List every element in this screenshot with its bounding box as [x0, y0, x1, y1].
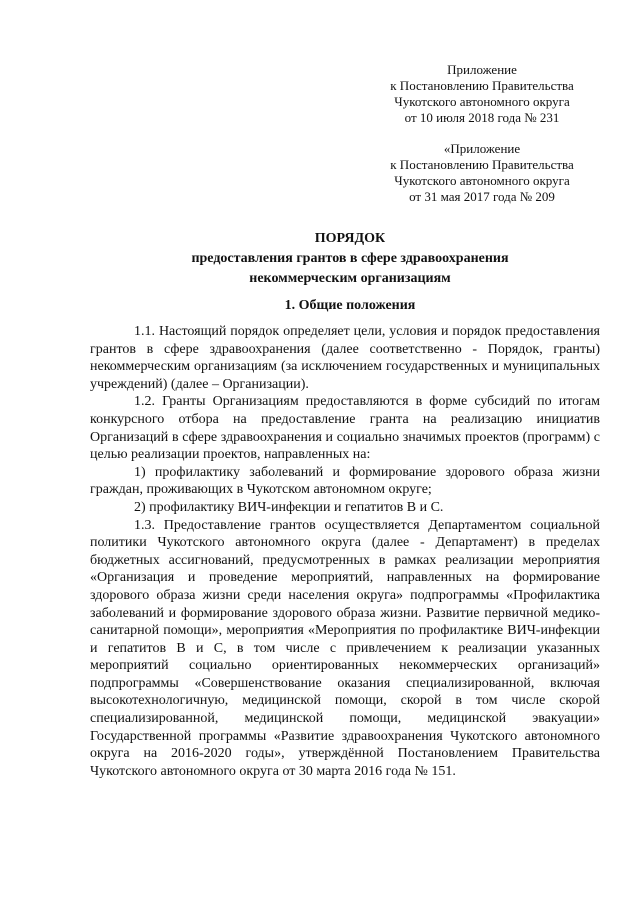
title-subtitle-line1: предоставления грантов в сфере здравоохранения	[191, 251, 509, 266]
paragraph-1-1: 1.1. Настоящий порядок определяет цели, условия и порядок предоставления грантов в сфере здравоохранения (далее соответственно - Порядок, гранты) некоммерческим организациям (за исключением государственных и муниципальных учреждений) (далее – Организации).	[90, 324, 600, 392]
appendix-original-line1: «Приложение	[443, 141, 521, 156]
appendix-original-line4: от 31 мая 2017 года № 209	[409, 189, 555, 204]
title-main: ПОРЯДОК	[314, 231, 386, 246]
appendix-current-line2: к Постановлению Правительства	[390, 78, 574, 93]
document-title	[90, 229, 610, 289]
appendix-current-header	[372, 62, 592, 126]
appendix-current-line4: от 10 июля 2018 года № 231	[404, 110, 560, 125]
paragraph-1-3: 1.3. Предоставление грантов осуществляется Департаментом социальной политики Чукотского автономного округа (далее - Департамент) в пределах бюджетных ассигнований, предусмотренных в рамках реализации мероприятия «Организация и проведение мероприятий, направленных на формирование здорового образа жизни среди населения округа» подпрограммы «Профилактика заболеваний и формирование здорового образа жизни. Развитие первичной медико-санитарной помощи», мероприятия «Мероприятия по профилактике ВИЧ-инфекции и гепатитов В и С, в том числе с привлечением к реализации указанных мероприятий социально ориентированных некоммерческих организаций» подпрограммы «Совершенствование оказания специализированной, включая высокотехнологичную, медицинской помощи, скорой в том числе скорой специализированной, медицинской помощи, медицинской эвакуации» Государственной программы «Развитие здравоохранения Чукотского автономного округа на 2016-2020 годы», утверждённой Постановлением Правительства Чукотского автономного округа от 30 марта 2016 года № 151.	[90, 517, 600, 779]
appendix-current-line3: Чукотского автономного округа	[394, 94, 570, 109]
appendix-original-line3: Чукотского автономного округа	[394, 173, 570, 188]
appendix-original-header	[372, 141, 592, 205]
paragraph-list-item-1: 1) профилактику заболеваний и формирование здорового образа жизни граждан, проживающих в Чукотском автономном округе;	[90, 464, 600, 498]
section-heading: 1. Общие положения	[284, 298, 416, 313]
paragraph-1-2: 1.2. Гранты Организациям предоставляются в форме субсидий по итогам конкурсного отбора на предоставление гранта на реализацию инициатив Организаций в сфере здравоохранения и социально значимых проектов (программ) с целью реализации проектов, направленных на:	[90, 394, 600, 463]
appendix-original-line2: к Постановлению Правительства	[390, 157, 574, 172]
paragraph-list-item-2: 2) профилактику ВИЧ-инфекции и гепатитов В и С.	[134, 499, 444, 515]
appendix-current-line1: Приложение	[447, 62, 517, 77]
title-subtitle-line2: некоммерческим организациям	[249, 271, 451, 286]
section-body	[90, 323, 600, 780]
